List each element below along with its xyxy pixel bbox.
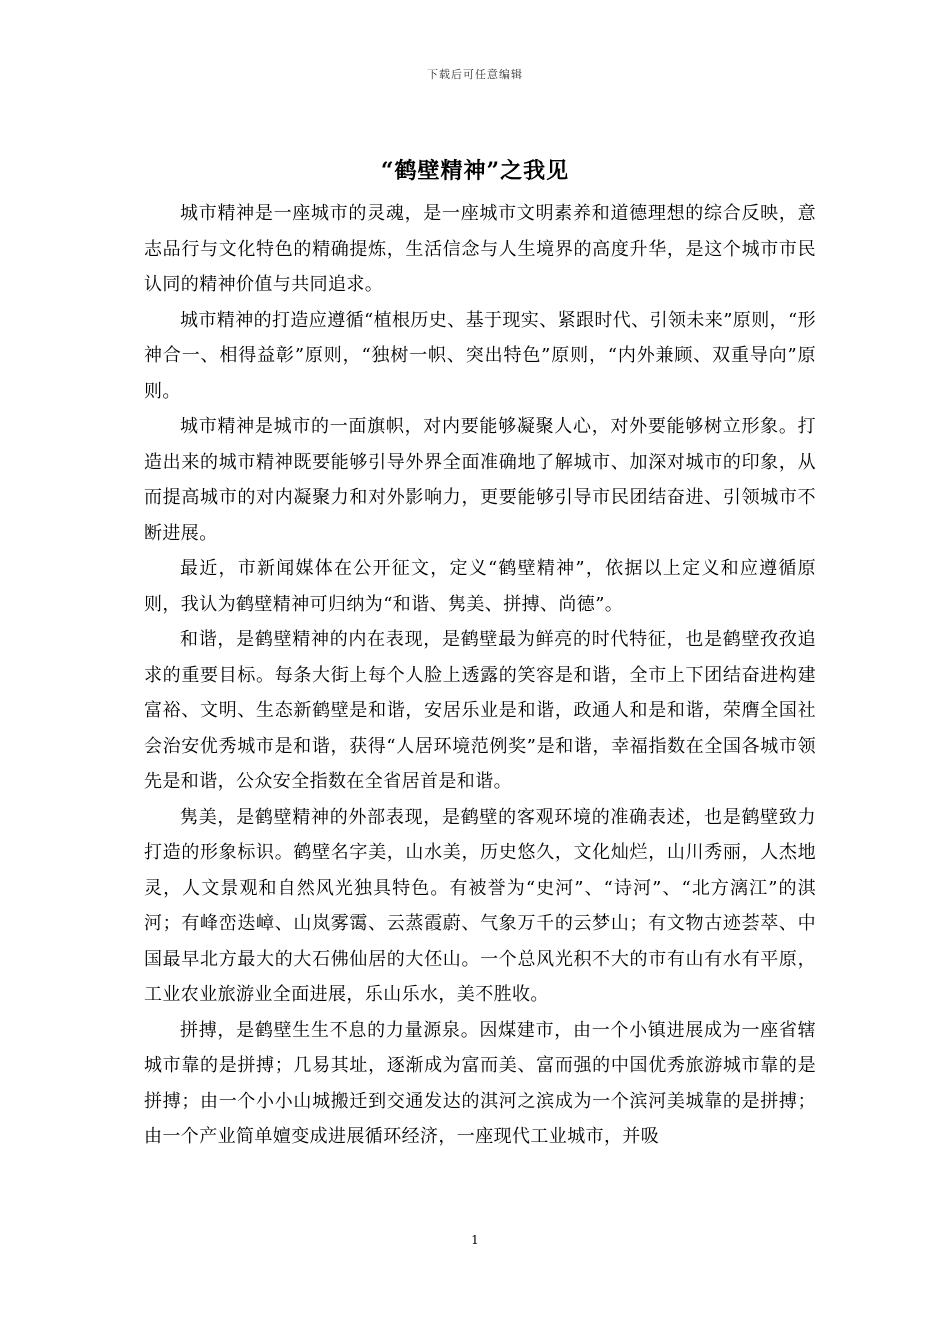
document-body xyxy=(144,196,816,1155)
paragraph: 最近，市新闻媒体在公开征文，定义“鹤壁精神”，依据以上定义和应遵循原则，我认为鹤壁精神可归纳为“和谐、隽美、拼搏、尚德”。 xyxy=(144,558,816,615)
paragraph: 城市精神是一座城市的灵魂，是一座城市文明素养和道德理想的综合反映，意志品行与文化特色的精确提炼，生活信念与人生境界的高度升华，是这个城市市民认同的精神价值与共同追求。 xyxy=(144,203,816,295)
paragraph: 隽美，是鹤壁精神的外部表现，是鹤壁的客观环境的准确表述，也是鹤壁致力打造的形象标识。鹤壁名字美，山水美，历史悠久，文化灿烂，山川秀丽，人杰地灵，人文景观和自然风光独具特色。有被誉为“史河”、“诗河”、“北方漓江”的淇河；有峰峦迭嶂、山岚雾霭、云蒸霞蔚、气象万千的云梦山；有文物古迹荟萃、中国最早北方最大的大石佛仙居的大伾山。一个总风光积不大的市有山有水有平原，工业农业旅游业全面进展，乐山乐水，美不胜收。 xyxy=(144,806,816,1005)
paragraph: 和谐，是鹤壁精神的内在表现，是鹤壁最为鲜亮的时代特征，也是鹤壁孜孜追求的重要目标。每条大街上每个人脸上透露的笑容是和谐，全市上下团结奋进构建富裕、文明、生态新鹤壁是和谐，安居乐业是和谐，政通人和是和谐，荣膺全国社会治安优秀城市是和谐，获得“人居环境范例奖”是和谐，幸福指数在全国各城市领先是和谐，公众安全指数在全省居首是和谐。 xyxy=(144,629,816,792)
paragraph: 城市精神的打造应遵循“植根历史、基于现实、紧跟时代、引领未来”原则，“形神合一、相得益彰”原则，“独树一帜、突出特色”原则，“内外兼顾、双重导向”原则。 xyxy=(144,309,817,402)
paragraph: 城市精神是城市的一面旗帜，对内要能够凝聚人心，对外要能够树立形象。打造出来的城市精神既要能够引导外界全面准确地了解城市、加深对城市的印象，从而提高城市的对内凝聚力和对外影响力，更要能够引导市民团结奋进、引领城市不断进展。 xyxy=(144,416,816,544)
page-number: 1 xyxy=(471,1233,479,1247)
paragraph: 拼搏，是鹤壁生生不息的力量源泉。因煤建市，由一个小镇进展成为一座省辖城市靠的是拼搏；几易其址，逐渐成为富而美、富而强的中国优秀旅游城市靠的是拼搏；由一个小小山城搬迁到交通发达的淇河之滨成为一个滨河美城靠的是拼搏；由一个产业简单嬗变成进展循环经济，一座现代工业城市，并吸 xyxy=(144,1019,816,1147)
page-header: 下载后可任意编辑 xyxy=(427,68,523,81)
document-title: “鹤壁精神”之我见 xyxy=(380,158,570,184)
